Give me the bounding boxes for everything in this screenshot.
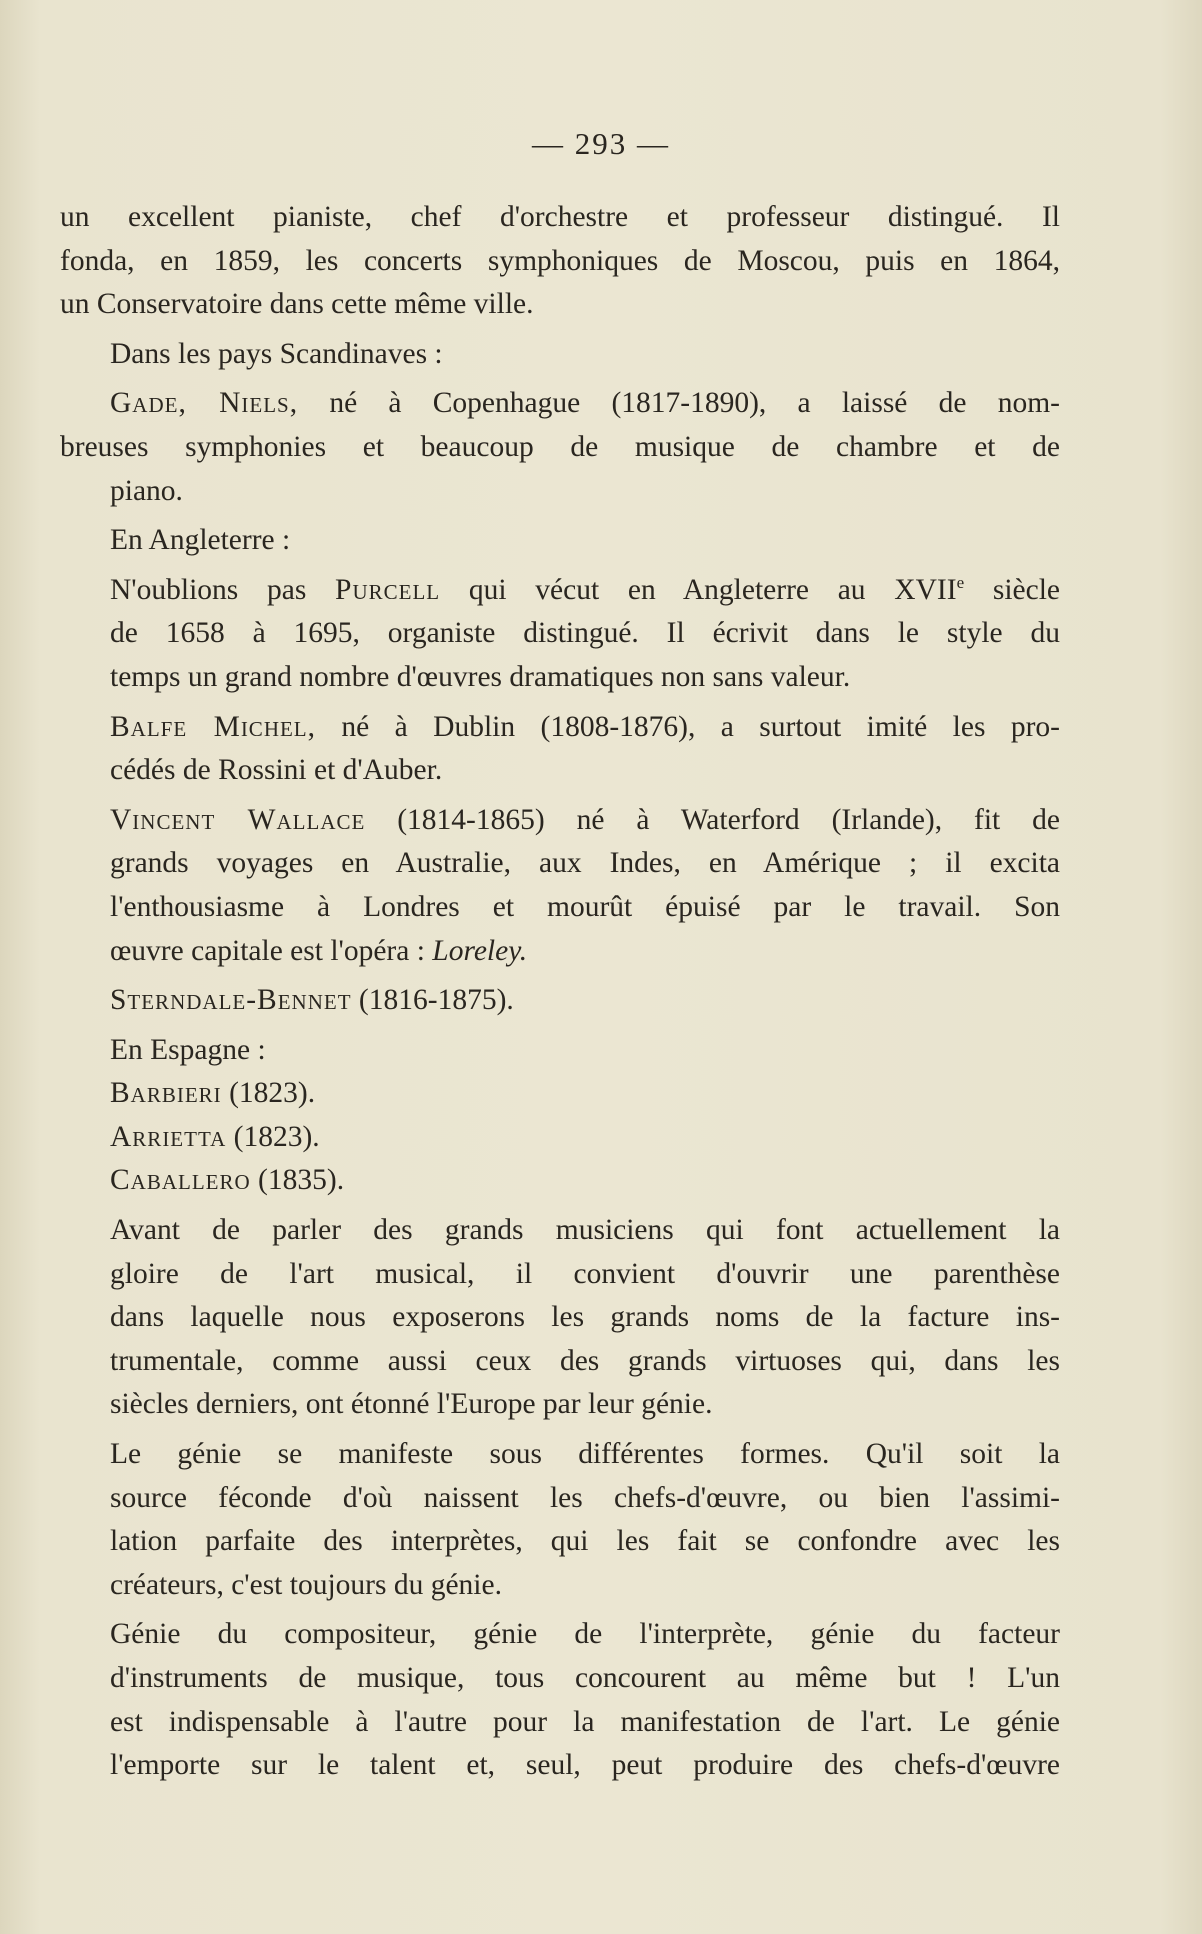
text-fragment: (1823). — [221, 1077, 316, 1110]
paragraph-genius-intro — [60, 1209, 1060, 1427]
paragraph-1 — [60, 196, 1060, 327]
page-number: — 293 — — [532, 126, 670, 161]
paragraph-wallace — [60, 799, 1060, 973]
composer-name: Caballero — [110, 1164, 251, 1197]
text-line — [60, 799, 1060, 843]
paragraph-arrietta — [60, 1116, 1060, 1160]
text-line: de 1658 à 1695, organiste distingué. Il écrivit dans le style du — [110, 617, 1060, 650]
paragraph-scandinavia-heading: Dans les pays Scandinaves : — [110, 337, 443, 370]
superscript: e — [956, 572, 965, 592]
text-fragment: œuvre capitale est l'opéra : — [110, 934, 433, 967]
text-fragment: siècle — [964, 573, 1060, 606]
composer-name: Purcell — [335, 573, 441, 606]
paragraph-genius-types — [60, 1613, 1060, 1787]
text-fragment: N'oublions pas — [110, 573, 336, 606]
text-line: dans laquelle nous exposerons les grands noms de la facture ins- — [110, 1301, 1060, 1334]
text-line: lation parfaite des interprètes, qui les fait se confondre avec les — [110, 1525, 1060, 1558]
opera-title: Loreley. — [432, 934, 528, 967]
paragraph-spain-heading: En Espagne : — [110, 1033, 266, 1066]
text-line — [60, 382, 1060, 426]
paragraph-genius-forms — [60, 1433, 1060, 1607]
text-line: Le génie se manifeste sous différentes formes. Qu'il soit la — [110, 1438, 1060, 1471]
text-line: un excellent pianiste, chef d'orchestre et professeur distingué. Il — [60, 201, 1060, 233]
text-fragment: né à Copenhague (1817-1890), a laissé de nom- — [298, 387, 1060, 420]
text-fragment: qui vécut en Angleterre au XVII — [440, 573, 957, 606]
paragraph-gade — [60, 382, 1060, 513]
composer-name: Sterndale-Bennet — [110, 984, 352, 1017]
text-line: un Conservatoire dans cette même ville. — [60, 288, 534, 321]
text-line: Avant de parler des grands musiciens qui font actuellement la — [110, 1214, 1060, 1247]
text-fragment: (1814-1865) né à Waterford (Irlande), fit de — [365, 803, 1060, 836]
paragraph-purcell — [60, 569, 1060, 700]
text-line: cédés de Rossini et d'Auber. — [110, 754, 443, 787]
composer-name: Gade, Niels, — [110, 387, 299, 420]
paragraph-balfe — [60, 706, 1060, 793]
text-line: Génie du compositeur, génie de l'interprète, génie du facteur — [110, 1618, 1060, 1651]
composer-name: Arrietta — [110, 1120, 227, 1153]
text-line: grands voyages en Australie, aux Indes, en Amérique ; il excita — [110, 847, 1060, 880]
paragraph-caballero — [60, 1159, 1060, 1203]
text-line: créateurs, c'est toujours du génie. — [110, 1568, 502, 1601]
text-line: temps un grand nombre d'œuvres dramatiques non sans valeur. — [110, 660, 851, 693]
text-line: l'emporte sur le talent et, seul, peut produire des chefs-d'œuvre — [110, 1749, 1060, 1782]
text-fragment: (1835). — [250, 1164, 345, 1197]
composer-name: Balfe Michel, — [110, 710, 317, 743]
paragraph-sterndale — [60, 979, 1060, 1023]
page-text — [60, 196, 1060, 1788]
text-line — [60, 706, 1060, 750]
text-fragment: (1816-1875). — [351, 984, 514, 1017]
text-line: d'instruments de musique, tous concourent au même but ! L'un — [110, 1662, 1060, 1694]
text-line: gloire de l'art musical, il convient d'ouvrir une parenthèse — [110, 1257, 1060, 1290]
text-fragment: né à Dublin (1808-1876), a surtout imité les pro- — [316, 710, 1060, 743]
text-line: siècles derniers, ont étonné l'Europe par leur génie. — [110, 1388, 713, 1421]
text-line: breuses symphonies et beaucoup de musique de chambre et de — [60, 430, 1060, 463]
composer-name: Vincent Wallace — [110, 803, 366, 836]
text-fragment: (1823). — [226, 1120, 320, 1153]
composer-name: Barbieri — [110, 1077, 222, 1110]
text-line: fonda, en 1859, les concerts symphoniques de Moscou, puis en 1864, — [60, 244, 1060, 277]
text-line: l'enthousiasme à Londres et mourût épuisé par le travail. Son — [110, 890, 1060, 923]
text-line — [60, 569, 1060, 613]
text-line: trumentale, comme aussi ceux des grands virtuoses qui, dans les — [110, 1344, 1060, 1377]
paragraph-barbieri — [60, 1072, 1060, 1116]
text-line: piano. — [110, 474, 183, 507]
text-line — [60, 930, 1060, 974]
text-line: source féconde d'où naissent les chefs-d'œuvre, ou bien l'assimi- — [110, 1481, 1060, 1514]
text-line: est indispensable à l'autre pour la manifestation de l'art. Le génie — [110, 1705, 1060, 1738]
paragraph-england-heading: En Angleterre : — [110, 524, 291, 557]
